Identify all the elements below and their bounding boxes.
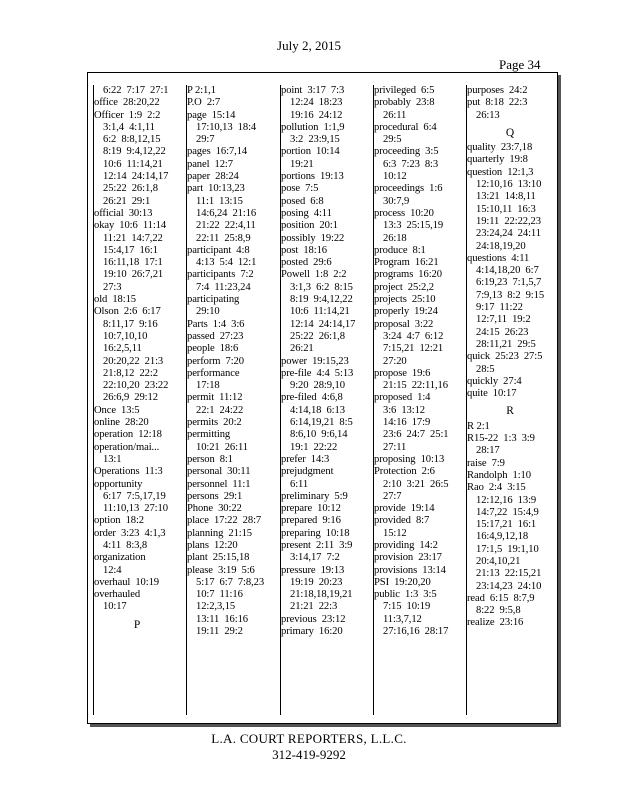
index-entry: posed 6:8 (281, 195, 324, 207)
index-entry: proceedings 1:6 (374, 183, 443, 195)
index-entry-continuation: 30:7,9 (383, 195, 410, 207)
index-entry-continuation: 22:11 25:8,9 (196, 232, 251, 244)
index-entry-continuation: 9:17 11:22 (476, 302, 523, 314)
index-entry-continuation: 13:11 16:16 (196, 613, 248, 625)
index-entry-continuation: 12:2,3,15 (196, 601, 236, 613)
index-entry-continuation: 8:22 9:5,8 (476, 605, 521, 617)
index-entry: procedural 6:4 (374, 121, 437, 133)
index-entry: Once 13:5 (94, 404, 140, 416)
index-entry-continuation: 7:15,21 12:21 (383, 343, 444, 355)
index-entry: public 1:3 3:5 (374, 589, 437, 601)
index-entry: Operations 11:3 (94, 466, 163, 478)
index-entry: read 6:15 8:7,9 (467, 592, 535, 604)
index-entry-continuation: 13:21 14:8,11 (476, 191, 536, 203)
index-entry: please 3:19 5:6 (187, 564, 255, 576)
index-entry-continuation: 21:8,12 22:2 (103, 367, 158, 379)
index-entry-continuation: 12:7,11 19:2 (476, 314, 531, 326)
index-entry-continuation: 3:6 13:12 (383, 404, 425, 416)
index-entry-continuation: 10:21 26:11 (196, 441, 248, 453)
index-entry: programs 16:20 (374, 269, 442, 281)
index-entry: P.O 2:7 (187, 97, 221, 109)
index-entry-continuation: 22:10,20 23:22 (103, 380, 169, 392)
index-entry-continuation: 27:16,16 28:17 (383, 626, 449, 638)
index-column-2 (186, 85, 274, 715)
index-entry: quite 10:17 (467, 388, 517, 400)
index-entry-continuation: 12:14 24:14,17 (103, 171, 169, 183)
court-reporter-phone: 312-419-9292 (272, 747, 346, 762)
index-entry: order 3:23 4:1,3 (94, 527, 166, 539)
index-entry: Program 16:21 (374, 257, 439, 269)
index-entry: Rao 2:4 3:15 (467, 482, 526, 494)
index-entry-continuation: 13:3 25:15,19 (383, 220, 444, 232)
index-entry: page 15:14 (187, 109, 236, 121)
index-entry: performance (187, 367, 240, 379)
index-entry: persons 29:1 (187, 490, 243, 502)
index-entry-continuation: 11:1 13:15 (196, 195, 243, 207)
index-entry-continuation: 19:10 26:7,21 (103, 269, 164, 281)
index-section-letter: P (133, 618, 141, 631)
index-entry: posing 4:11 (281, 207, 332, 219)
index-entry-continuation: 21:21 22:3 (290, 601, 338, 613)
index-entry-continuation: 3:24 4:7 6:12 (383, 330, 444, 342)
index-entry: project 25:2,2 (374, 281, 434, 293)
index-column-3 (280, 85, 368, 715)
index-entry: purposes 24:2 (467, 85, 528, 96)
index-entry: place 17:22 28:7 (187, 515, 262, 527)
index-entry-continuation: 27:3 (103, 281, 122, 293)
index-entry-continuation: 28:17 (476, 445, 500, 457)
index-entry-continuation: 3:14,17 7:2 (290, 552, 340, 564)
index-entry-continuation: 4:11 8:3,8 (103, 539, 148, 551)
index-entry-continuation: 6:14,19,21 8:5 (290, 417, 353, 429)
index-entry: question 12:1,3 (467, 166, 534, 178)
index-entry-continuation: 25:22 26:1,8 (103, 183, 158, 195)
index-entry-continuation: 15:12 (383, 527, 407, 539)
index-box (87, 72, 558, 724)
index-entry: put 8:18 22:3 (467, 97, 528, 109)
index-entry: operation/mai... (94, 441, 160, 453)
index-entry: prepare 10:12 (281, 503, 341, 515)
index-entry-continuation: 14:6,24 21:16 (196, 207, 257, 219)
index-entry-continuation: 6:22 7:17 27:1 (103, 85, 169, 96)
index-entry-continuation: 11:3,7,12 (383, 613, 422, 625)
index-entry-continuation: 19:11 29:2 (196, 626, 243, 638)
index-entry-continuation: 5:17 6:7 7:8,23 (196, 576, 265, 588)
index-entry: proposing 10:13 (374, 453, 445, 465)
index-entry: Parts 1:4 3:6 (187, 318, 245, 330)
index-entry-continuation: 24:18,19,20 (476, 240, 526, 252)
index-entry-continuation: 17:18 (196, 380, 220, 392)
index-entry: quick 25:23 27:5 (467, 351, 543, 363)
index-entry-continuation: 26:21 (290, 343, 314, 355)
index-entry: opportunity (94, 478, 143, 490)
index-entry: operation 12:18 (94, 429, 162, 441)
index-entry: portion 10:14 (281, 146, 340, 158)
index-entry-continuation: 22:1 24:22 (196, 404, 244, 416)
index-entry: pre-filed 4:6,8 (281, 392, 343, 404)
index-entry-continuation: 20:4,10,21 (476, 555, 521, 567)
index-entry-continuation: 26:18 (383, 232, 407, 244)
index-entry-continuation: 19:16 24:12 (290, 109, 343, 121)
index-entry-continuation: 10:6 11:14,21 (103, 158, 163, 170)
index-entry-continuation: 28:11,21 29:5 (476, 338, 536, 350)
index-entry: office 28:20,22 (94, 97, 160, 109)
index-entry: personal 30:11 (187, 466, 251, 478)
index-entry-continuation: 19:11 22:22,23 (476, 215, 541, 227)
index-entry: prepared 9:16 (281, 515, 341, 527)
index-entry-continuation: 4:14,18 6:13 (290, 404, 345, 416)
index-entry: posted 29:6 (281, 257, 332, 269)
index-entry: overhauled (94, 589, 141, 601)
index-entry: preparing 10:18 (281, 527, 350, 539)
index-entry-continuation: 8:19 9:4,12,22 (290, 294, 353, 306)
index-entry-continuation: 3:2 23:9,15 (290, 134, 340, 146)
index-entry: P 2:1,1 (187, 85, 216, 96)
index-entry: prejudgment (281, 466, 334, 478)
index-entry: plant 25:15,18 (187, 552, 250, 564)
index-entry: plans 12:20 (187, 539, 238, 551)
index-entry: produce 8:1 (374, 244, 426, 256)
index-entry: portions 19:13 (281, 171, 344, 183)
index-entry: pre-file 4:4 5:13 (281, 367, 354, 379)
index-entry-continuation: 19:1 22:22 (290, 441, 338, 453)
index-entry-continuation: 6:11 (290, 478, 309, 490)
index-entry-continuation: 10:6 11:14,21 (290, 306, 350, 318)
index-entry-continuation: 7:4 11:23,24 (196, 281, 251, 293)
index-section-letter: R (506, 405, 514, 418)
index-entry-continuation: 26:11 (383, 109, 407, 121)
index-entry: person 8:1 (187, 453, 233, 465)
index-entry: provision 23:17 (374, 552, 442, 564)
index-entry: proposed 1:4 (374, 392, 431, 404)
index-entry: process 10:20 (374, 207, 434, 219)
index-entry-continuation: 10:7,10,10 (103, 330, 148, 342)
index-entry-continuation: 4:14,18,20 6:7 (476, 265, 539, 277)
index-entry-continuation: 29:5 (383, 134, 402, 146)
index-entry-continuation: 23:6 24:7 25:1 (383, 429, 449, 441)
index-entry: privileged 6:5 (374, 85, 435, 96)
index-entry: point 3:17 7:3 (281, 85, 345, 96)
index-entry: properly 19:24 (374, 306, 438, 318)
index-entry: online 28:20 (94, 417, 149, 429)
index-entry: pollution 1:1,9 (281, 121, 345, 133)
index-entry-continuation: 26:13 (476, 109, 500, 121)
index-entry-continuation: 6:2 8:8,12,15 (103, 134, 161, 146)
index-entry-continuation: 29:10 (196, 306, 220, 318)
index-entry: position 20:1 (281, 220, 338, 232)
index-entry-continuation: 16:11,18 17:1 (103, 257, 163, 269)
index-entry: probably 23:8 (374, 97, 435, 109)
index-entry-continuation: 3:1,4 4:1,11 (103, 121, 155, 133)
index-entry: preliminary 5:9 (281, 490, 348, 502)
index-entry: permits 20:2 (187, 417, 242, 429)
index-entry-continuation: 20:20,22 21:3 (103, 355, 164, 367)
index-entry: pose 7:5 (281, 183, 319, 195)
index-entry-continuation: 15:17,21 16:1 (476, 519, 537, 531)
index-entry: planning 21:15 (187, 527, 253, 539)
index-entry: official 30:13 (94, 207, 153, 219)
index-entry: primary 16:20 (281, 626, 343, 638)
index-entry-continuation: 2:10 3:21 26:5 (383, 478, 449, 490)
index-entry: part 10:13,23 (187, 183, 245, 195)
index-entry-continuation: 3:1,3 6:2 8:15 (290, 281, 353, 293)
index-entry: Randolph 1:10 (467, 469, 531, 481)
index-entry-continuation: 26:6,9 29:12 (103, 392, 158, 404)
index-column-5 (466, 85, 553, 715)
index-entry: PSI 19:20,20 (374, 576, 431, 588)
index-entry: raise 7:9 (467, 457, 505, 469)
index-entry: proceeding 3:5 (374, 146, 439, 158)
index-entry-continuation: 14:7,22 15:4,9 (476, 506, 539, 518)
index-entry-continuation: 27:20 (383, 355, 407, 367)
index-entry-continuation: 13:1 (103, 453, 122, 465)
index-entry-continuation: 23:14,23 24:10 (476, 580, 542, 592)
index-entry: quickly 27:4 (467, 375, 522, 387)
index-entry-continuation: 14:16 17:9 (383, 417, 431, 429)
index-entry-continuation: 28:5 (476, 363, 495, 375)
index-entry: post 18:16 (281, 244, 327, 256)
index-entry: propose 19:6 (374, 367, 431, 379)
index-entry-continuation: 17:10,13 18:4 (196, 121, 257, 133)
index-entry: permit 11:12 (187, 392, 243, 404)
index-entry-continuation: 12:12,16 13:9 (476, 494, 537, 506)
index-entry-continuation: 26:21 29:1 (103, 195, 151, 207)
index-entry: people 18:6 (187, 343, 239, 355)
index-entry: realize 23:16 (467, 617, 524, 629)
index-entry-continuation: 4:13 5:4 12:1 (196, 257, 257, 269)
page-number: Page 34 (499, 57, 541, 72)
index-entry-continuation: 15:4,17 16:1 (103, 244, 158, 256)
index-entry: participant 4:8 (187, 244, 250, 256)
index-entry-continuation: 27:7 (383, 490, 402, 502)
index-entry-continuation: 12:24 18:23 (290, 97, 343, 109)
index-entry-continuation: 16:2,5,11 (103, 343, 142, 355)
index-entry-continuation: 7:15 10:19 (383, 601, 431, 613)
index-entry: provide 19:14 (374, 503, 435, 515)
index-entry-continuation: 10:7 11:16 (196, 589, 243, 601)
index-entry: projects 25:10 (374, 294, 436, 306)
index-column-4 (373, 85, 461, 715)
index-entry: Olson 2:6 6:17 (94, 306, 161, 318)
index-entry-continuation: 9:20 28:9,10 (290, 380, 345, 392)
index-entry: okay 10:6 11:14 (94, 220, 167, 232)
index-entry-continuation: 11:21 14:7,22 (103, 232, 163, 244)
index-entry-continuation: 29:7 (196, 134, 215, 146)
index-entry: quarterly 19:8 (467, 154, 528, 166)
index-entry: R15-22 1:3 3:9 (467, 433, 535, 445)
index-entry-continuation: 12:10,16 13:10 (476, 179, 542, 191)
index-entry-continuation: 12:14 24:14,17 (290, 318, 356, 330)
index-entry-continuation: 11:10,13 27:10 (103, 503, 168, 515)
index-entry: possibly 19:22 (281, 232, 345, 244)
index-column-1 (93, 85, 180, 715)
index-entry-continuation: 8:19 9:4,12,22 (103, 146, 166, 158)
index-section-letter: Q (505, 126, 515, 139)
index-entry-continuation: 19:21 (290, 158, 314, 170)
index-entry-continuation: 6:3 7:23 8:3 (383, 158, 439, 170)
index-entry: pressure 19:13 (281, 564, 345, 576)
index-entry-continuation: 15:10,11 16:3 (476, 203, 536, 215)
index-entry-continuation: 19:19 20:23 (290, 576, 343, 588)
index-entry: passed 27:23 (187, 330, 244, 342)
index-entry: permitting (187, 429, 231, 441)
index-entry: personnel 11:1 (187, 478, 251, 490)
index-entry: Protection 2:6 (374, 466, 435, 478)
index-entry-continuation: 8:11,17 9:16 (103, 318, 158, 330)
index-entry: perform 7:20 (187, 355, 244, 367)
index-entry-continuation: 24:15 26:23 (476, 326, 529, 338)
index-entry: panel 12:7 (187, 158, 233, 170)
index-entry: Powell 1:8 2:2 (281, 269, 347, 281)
index-entry: overhaul 10:19 (94, 576, 159, 588)
index-entry-continuation: 6:17 7:5,17,19 (103, 490, 166, 502)
index-entry-continuation: 23:24,24 24:11 (476, 228, 541, 240)
index-entry: previous 23:12 (281, 613, 346, 625)
index-entry: proposal 3:22 (374, 318, 434, 330)
index-entry-continuation: 7:9,13 8:2 9:15 (476, 289, 545, 301)
index-entry: option 18:2 (94, 515, 145, 527)
index-entry: pages 16:7,14 (187, 146, 248, 158)
index-entry: participating (187, 294, 240, 306)
index-entry-continuation: 21:13 22:15,21 (476, 568, 542, 580)
index-entry: present 2:11 3:9 (281, 539, 353, 551)
index-entry-continuation: 10:17 (103, 601, 127, 613)
index-entry-continuation: 17:1,5 19:1,10 (476, 543, 539, 555)
index-entry: provisions 13:14 (374, 564, 446, 576)
index-entry: questions 4:11 (467, 252, 530, 264)
index-entry-continuation: 6:19,23 7:1,5,7 (476, 277, 542, 289)
index-entry: R 2:1 (467, 420, 490, 432)
index-entry-continuation: 21:18,18,19,21 (290, 589, 353, 601)
index-entry-continuation: 21:22 22:4,11 (196, 220, 256, 232)
index-entry: prefer 14:3 (281, 453, 330, 465)
court-reporter-name: L.A. COURT REPORTERS, L.L.C. (211, 731, 407, 746)
index-entry-continuation: 10:12 (383, 171, 407, 183)
index-entry: Phone 30:22 (187, 503, 242, 515)
index-entry: Officer 1:9 2:2 (94, 109, 161, 121)
index-entry: providing 14:2 (374, 539, 438, 551)
index-entry-continuation: 21:15 22:11,16 (383, 380, 448, 392)
index-entry-continuation: 27:11 (383, 441, 407, 453)
index-entry-continuation: 25:22 26:1,8 (290, 330, 345, 342)
index-entry: paper 28:24 (187, 171, 239, 183)
index-entry-continuation: 16:4,9,12,18 (476, 531, 529, 543)
index-entry-continuation: 12:4 (103, 564, 122, 576)
transcript-date: July 2, 2015 (277, 38, 341, 53)
index-entry: quality 23:7,18 (467, 142, 533, 154)
index-entry: organization (94, 552, 146, 564)
index-entry: power 19:15,23 (281, 355, 349, 367)
index-entry: provided 8:7 (374, 515, 430, 527)
index-entry: participants 7:2 (187, 269, 254, 281)
index-entry: old 18:15 (94, 294, 136, 306)
index-entry-continuation: 8:6,10 9:6,14 (290, 429, 348, 441)
